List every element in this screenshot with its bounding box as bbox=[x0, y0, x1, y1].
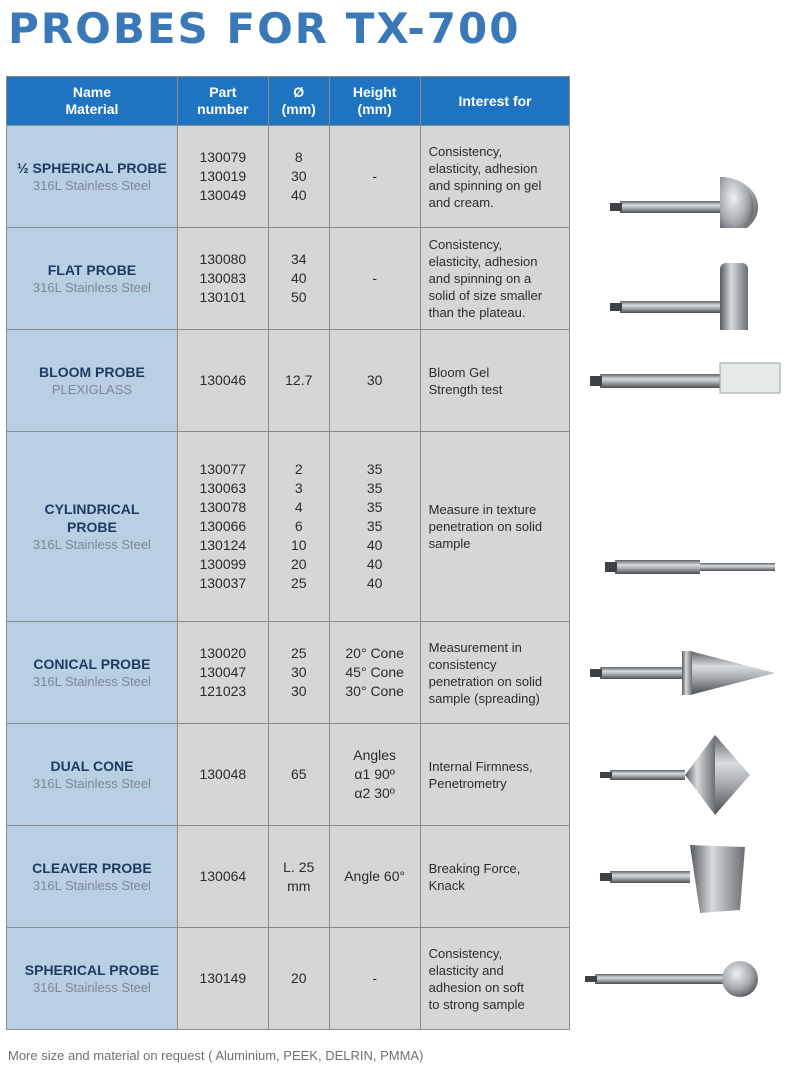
diameter-value: 10 bbox=[290, 537, 307, 553]
table-row bbox=[7, 622, 800, 724]
diameter-value: 6 bbox=[294, 518, 303, 534]
part-number: 130047 bbox=[199, 664, 247, 680]
interest-line: Bloom Gel bbox=[428, 364, 490, 380]
table-row bbox=[7, 928, 800, 1030]
probe-name-cell bbox=[7, 228, 178, 330]
height-value: 45° Cone bbox=[345, 664, 404, 680]
cleaver-probe-icon bbox=[570, 826, 798, 928]
interest-line: and cream. bbox=[428, 194, 494, 210]
height-value: 35 bbox=[366, 480, 383, 496]
diameter-cell bbox=[268, 724, 329, 826]
probe-name-cell bbox=[7, 826, 178, 928]
header-diameter-symbol: Ø bbox=[293, 84, 305, 100]
height-cell bbox=[329, 826, 420, 928]
height-value: α1 90º bbox=[354, 766, 395, 782]
part-number: 130037 bbox=[199, 575, 247, 591]
probe-name-cell bbox=[7, 126, 178, 228]
interest-line: Strength test bbox=[428, 381, 503, 397]
probe-image-cell bbox=[570, 330, 800, 432]
header-height-unit: (mm) bbox=[357, 101, 392, 117]
part-number-cell bbox=[177, 622, 268, 724]
interest-line: Breaking Force, bbox=[428, 860, 521, 876]
interest-line: Consistency, bbox=[428, 945, 503, 961]
table-row bbox=[7, 724, 800, 826]
height-value: 35 bbox=[366, 461, 383, 477]
height-value: α2 30º bbox=[354, 785, 395, 801]
height-value: 40 bbox=[366, 537, 383, 553]
interest-cell bbox=[420, 330, 570, 432]
interest-line: Measurement in bbox=[428, 639, 522, 655]
interest-line: solid of size smaller bbox=[428, 288, 543, 303]
probe-material: PLEXIGLASS bbox=[51, 381, 133, 397]
interest-line: consistency bbox=[428, 656, 497, 672]
part-number: 130020 bbox=[199, 645, 247, 661]
header-name: Name bbox=[72, 84, 111, 100]
probe-name: DUAL CONE bbox=[50, 757, 134, 774]
half-sphere-probe-icon bbox=[570, 126, 798, 228]
diameter-cell bbox=[268, 228, 329, 330]
probe-name: ½ SPHERICAL PROBE bbox=[16, 159, 167, 176]
height-cell bbox=[329, 126, 420, 228]
diameter-value: L. 25 bbox=[283, 858, 315, 875]
probe-material: 316L Stainless Steel bbox=[32, 877, 151, 893]
interest-cell bbox=[420, 724, 570, 826]
height-cell bbox=[329, 432, 420, 622]
diameter-value: 30 bbox=[290, 683, 307, 699]
probe-name: FLAT PROBE bbox=[47, 261, 137, 278]
diameter-value: 34 bbox=[290, 251, 307, 267]
part-number: 130080 bbox=[199, 251, 247, 267]
probe-name-cell bbox=[7, 432, 178, 622]
probe-name: BLOOM PROBE bbox=[39, 363, 145, 380]
interest-line: Consistency, bbox=[428, 143, 503, 159]
height-value: 35 bbox=[366, 518, 383, 534]
interest-line: elasticity, adhesion bbox=[428, 160, 538, 176]
diameter-value: 40 bbox=[290, 270, 307, 286]
interest-line: sample (spreading) bbox=[428, 690, 540, 706]
part-number: 130063 bbox=[199, 480, 247, 496]
interest-line: sample bbox=[428, 536, 471, 551]
interest-line: penetration on solid bbox=[428, 519, 543, 534]
height-value: Angle 60° bbox=[344, 868, 406, 884]
interest-line: Consistency, bbox=[428, 237, 503, 252]
interest-line: and spinning on a bbox=[428, 271, 532, 286]
part-number-cell bbox=[177, 826, 268, 928]
interest-cell bbox=[420, 622, 570, 724]
diameter-value: 30 bbox=[290, 168, 307, 184]
table-row bbox=[7, 126, 800, 228]
part-number: 130048 bbox=[199, 766, 247, 782]
diameter-value: 30 bbox=[290, 664, 307, 680]
interest-line: adhesion on soft bbox=[428, 979, 525, 995]
part-number-cell bbox=[177, 228, 268, 330]
interest-cell bbox=[420, 826, 570, 928]
header-height-line1: Height bbox=[352, 84, 397, 100]
height-value: - bbox=[372, 970, 377, 986]
diameter-cell bbox=[268, 330, 329, 432]
height-cell bbox=[329, 330, 420, 432]
height-value: 35 bbox=[366, 499, 383, 515]
probe-name-cell bbox=[7, 724, 178, 826]
part-number: 130049 bbox=[199, 187, 247, 203]
probe-image-cell bbox=[570, 826, 800, 928]
probe-image-cell bbox=[570, 928, 800, 1030]
probe-image-cell bbox=[570, 724, 800, 826]
interest-line: penetration on solid bbox=[428, 673, 543, 689]
probe-name: CYLINDRICAL PROBE bbox=[44, 500, 140, 535]
interest-line: Measure in texture bbox=[428, 502, 537, 517]
interest-line: Penetrometry bbox=[428, 775, 507, 791]
spherical-probe-icon bbox=[570, 928, 798, 1030]
part-number-cell bbox=[177, 126, 268, 228]
flat-probe-icon bbox=[570, 228, 798, 330]
interest-cell bbox=[420, 928, 570, 1030]
cylindrical-probe-icon bbox=[570, 432, 798, 622]
probe-material: 316L Stainless Steel bbox=[32, 775, 151, 791]
header-part-line1: Part bbox=[209, 84, 237, 100]
part-number-cell bbox=[177, 432, 268, 622]
probe-name-cell bbox=[7, 622, 178, 724]
interest-line: to strong sample bbox=[428, 996, 525, 1012]
part-number: 130079 bbox=[199, 149, 247, 165]
probe-material: 316L Stainless Steel bbox=[32, 979, 151, 995]
part-number: 121023 bbox=[199, 683, 247, 699]
diameter-value: mm bbox=[287, 877, 311, 894]
height-value: 30 bbox=[366, 372, 383, 388]
diameter-cell bbox=[268, 928, 329, 1030]
diameter-cell bbox=[268, 432, 329, 622]
height-value: 30° Cone bbox=[345, 683, 404, 699]
interest-line: than the plateau. bbox=[428, 305, 526, 320]
part-number: 130099 bbox=[199, 556, 247, 572]
footer-note: More size and material on request ( Aluminium, PEEK, DELRIN, PMMA) bbox=[8, 1048, 424, 1063]
interest-line: elasticity and bbox=[428, 962, 504, 978]
diameter-value: 20 bbox=[290, 970, 307, 986]
part-number: 130064 bbox=[199, 868, 247, 884]
table-row bbox=[7, 228, 800, 330]
height-cell bbox=[329, 724, 420, 826]
probe-name: CONICAL PROBE bbox=[33, 655, 151, 672]
part-number: 130077 bbox=[199, 461, 247, 477]
part-number-cell bbox=[177, 330, 268, 432]
part-number: 130101 bbox=[199, 289, 247, 305]
height-value: 40 bbox=[366, 575, 383, 591]
probe-material: 316L Stainless Steel bbox=[32, 536, 151, 552]
bloom-probe-icon bbox=[570, 330, 798, 432]
part-number: 130083 bbox=[199, 270, 247, 286]
diameter-value: 40 bbox=[290, 187, 307, 203]
diameter-value: 8 bbox=[294, 149, 303, 165]
table-row bbox=[7, 330, 800, 432]
diameter-cell bbox=[268, 622, 329, 724]
height-value: - bbox=[372, 270, 377, 286]
probe-name-cell bbox=[7, 330, 178, 432]
header-diameter-unit: (mm) bbox=[281, 101, 316, 117]
header-blank bbox=[570, 77, 800, 126]
interest-line: Internal Firmness, bbox=[428, 758, 533, 774]
part-number: 130149 bbox=[199, 970, 247, 986]
interest-line: and spinning on gel bbox=[428, 177, 542, 193]
diameter-value: 2 bbox=[294, 461, 303, 477]
part-number-cell bbox=[177, 724, 268, 826]
probe-name: SPHERICAL PROBE bbox=[24, 961, 160, 978]
height-cell bbox=[329, 928, 420, 1030]
header-part-line2: number bbox=[197, 101, 249, 117]
interest-cell bbox=[420, 228, 570, 330]
height-value: 40 bbox=[366, 556, 383, 572]
dual-cone-probe-icon bbox=[570, 724, 798, 826]
diameter-value: 25 bbox=[290, 575, 307, 591]
table-row bbox=[7, 826, 800, 928]
interest-line: Knack bbox=[428, 877, 465, 893]
header-height bbox=[329, 77, 420, 126]
probe-name: CLEAVER PROBE bbox=[32, 859, 152, 876]
height-value: Angles bbox=[353, 747, 397, 763]
part-number: 130019 bbox=[199, 168, 247, 184]
diameter-cell bbox=[268, 826, 329, 928]
part-number: 130124 bbox=[199, 537, 247, 553]
page-title: PROBES FOR TX-700 bbox=[8, 4, 521, 53]
interest-line: elasticity, adhesion bbox=[428, 254, 538, 269]
probe-material: 316L Stainless Steel bbox=[32, 279, 151, 295]
diameter-cell bbox=[268, 126, 329, 228]
diameter-value: 3 bbox=[294, 480, 303, 496]
header-part-number bbox=[177, 77, 268, 126]
diameter-value: 20 bbox=[290, 556, 307, 572]
probe-name-cell bbox=[7, 928, 178, 1030]
probe-material: 316L Stainless Steel bbox=[32, 673, 151, 689]
interest-cell bbox=[420, 432, 570, 622]
diameter-value: 4 bbox=[294, 499, 303, 515]
part-number: 130078 bbox=[199, 499, 247, 515]
probe-material: 316L Stainless Steel bbox=[32, 177, 151, 193]
header-interest: Interest for bbox=[420, 77, 570, 126]
probe-image-cell bbox=[570, 432, 800, 622]
probe-image-cell bbox=[570, 228, 800, 330]
height-cell bbox=[329, 228, 420, 330]
part-number: 130066 bbox=[199, 518, 247, 534]
diameter-value: 50 bbox=[290, 289, 307, 305]
part-number-cell bbox=[177, 928, 268, 1030]
interest-cell bbox=[420, 126, 570, 228]
probe-image-cell bbox=[570, 126, 800, 228]
header-material: Material bbox=[65, 101, 119, 117]
probes-table bbox=[6, 76, 800, 1030]
height-cell bbox=[329, 622, 420, 724]
diameter-value: 65 bbox=[290, 766, 307, 782]
height-value: 20° Cone bbox=[345, 645, 404, 661]
probe-image-cell bbox=[570, 622, 800, 724]
part-number: 130046 bbox=[199, 372, 247, 388]
conical-probe-icon bbox=[570, 622, 798, 724]
table-header-row bbox=[7, 77, 800, 126]
diameter-value: 25 bbox=[290, 645, 307, 661]
height-value: - bbox=[372, 168, 377, 184]
header-name-material bbox=[7, 77, 178, 126]
header-diameter bbox=[268, 77, 329, 126]
table-row bbox=[7, 432, 800, 622]
diameter-value: 12.7 bbox=[285, 372, 313, 388]
